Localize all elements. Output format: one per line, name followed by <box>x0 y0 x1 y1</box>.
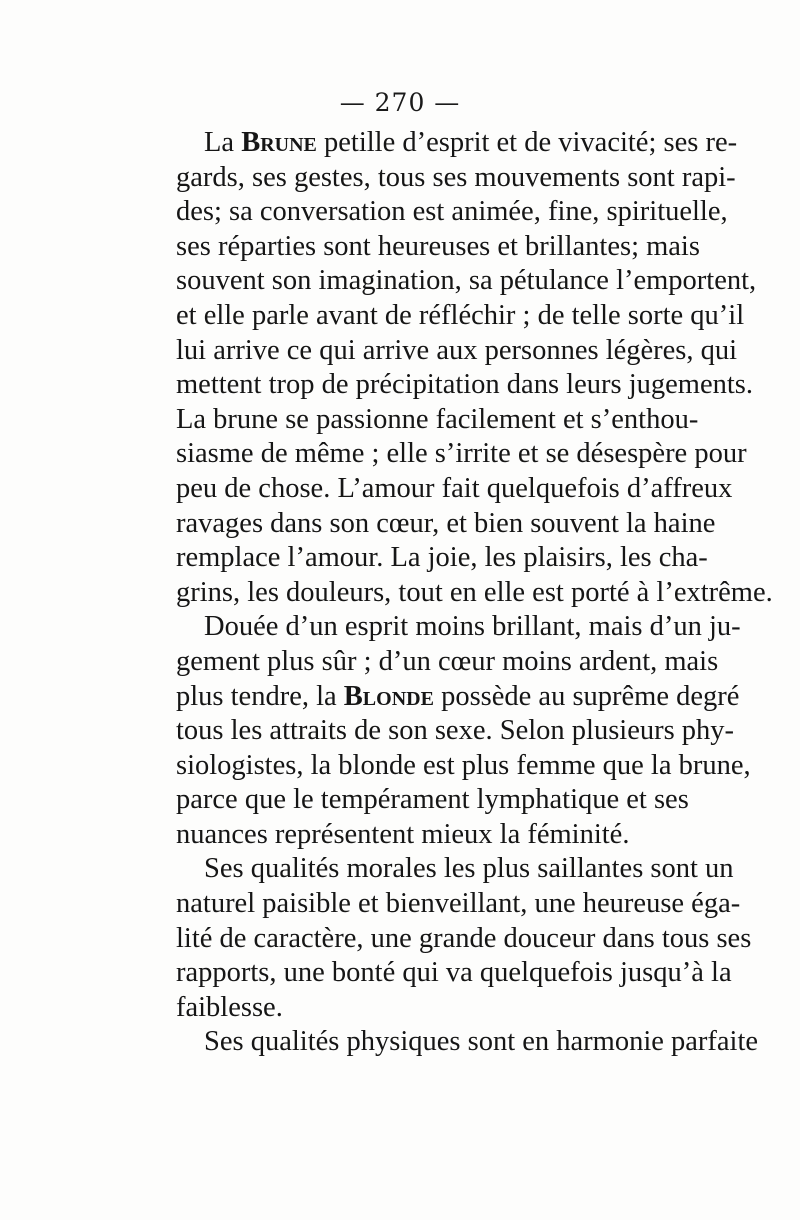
paragraph-qualites-physiques <box>176 1025 759 1060</box>
text-line: lui arrive ce qui arrive aux personnes légères, qui <box>176 334 738 366</box>
text-line: siasme de même ; elle s’irrite et se désespère pour <box>176 438 747 470</box>
text-line: rapports, une bonté qui va quelquefois jusqu’à la <box>176 957 732 989</box>
text-line: des; sa conversation est animée, fine, spirituelle, <box>176 196 728 228</box>
text-line: naturel paisible et bienveillant, une heureuse éga- <box>176 888 741 920</box>
text-line: souvent son imagination, sa pétulance l’emportent, <box>176 265 757 297</box>
paragraph-brune <box>176 126 773 610</box>
text-line: La brune se passionne facilement et s’enthou- <box>176 403 699 435</box>
text-line: grins, les douleurs, tout en elle est porté à l’extrême. <box>176 576 773 608</box>
page-number: — 270 — <box>339 88 461 117</box>
paragraph-blonde <box>176 610 751 852</box>
text-line: mettent trop de précipitation dans leurs jugements. <box>176 369 753 401</box>
text-line: et elle parle avant de réfléchir ; de telle sorte qu’il <box>176 299 745 331</box>
text-line: Douée d’un esprit moins brillant, mais d’un ju- <box>204 611 741 643</box>
text-line: La Brune petille d’esprit et de vivacité; ses re- <box>204 127 738 158</box>
text-line: ses réparties sont heureuses et brillantes; mais <box>176 230 700 262</box>
term-brune: Brune <box>241 127 317 158</box>
text-line: remplace l’amour. La joie, les plaisirs, les cha- <box>176 542 708 574</box>
text-line: plus tendre, la Blonde possède au suprême degré <box>176 680 740 712</box>
text-line: gards, ses gestes, tous ses mouvements sont rapi- <box>176 161 736 193</box>
text-line: ravages dans son cœur, et bien souvent la haine <box>176 507 716 539</box>
text-line: lité de caractère, une grande douceur dans tous ses <box>176 922 752 954</box>
text-line: nuances représentent mieux la féminité. <box>176 818 630 850</box>
term-blonde: Blonde <box>343 680 434 712</box>
text-line: Ses qualités morales les plus saillantes sont un <box>204 853 734 885</box>
text-line: peu de chose. L’amour fait quelquefois d’affreux <box>176 472 733 504</box>
body-text <box>176 126 773 1060</box>
text-line: gement plus sûr ; d’un cœur moins ardent, mais <box>176 645 719 677</box>
text-line: faiblesse. <box>176 991 283 1023</box>
paragraph-qualites-morales <box>176 852 752 1025</box>
text-line: Ses qualités physiques sont en harmonie parfaite <box>204 1026 759 1058</box>
text-line: siologistes, la blonde est plus femme que la brune, <box>176 749 751 781</box>
text-line: tous les attraits de son sexe. Selon plusieurs phy- <box>176 715 735 747</box>
text-line: parce que le tempérament lymphatique et ses <box>176 784 689 816</box>
